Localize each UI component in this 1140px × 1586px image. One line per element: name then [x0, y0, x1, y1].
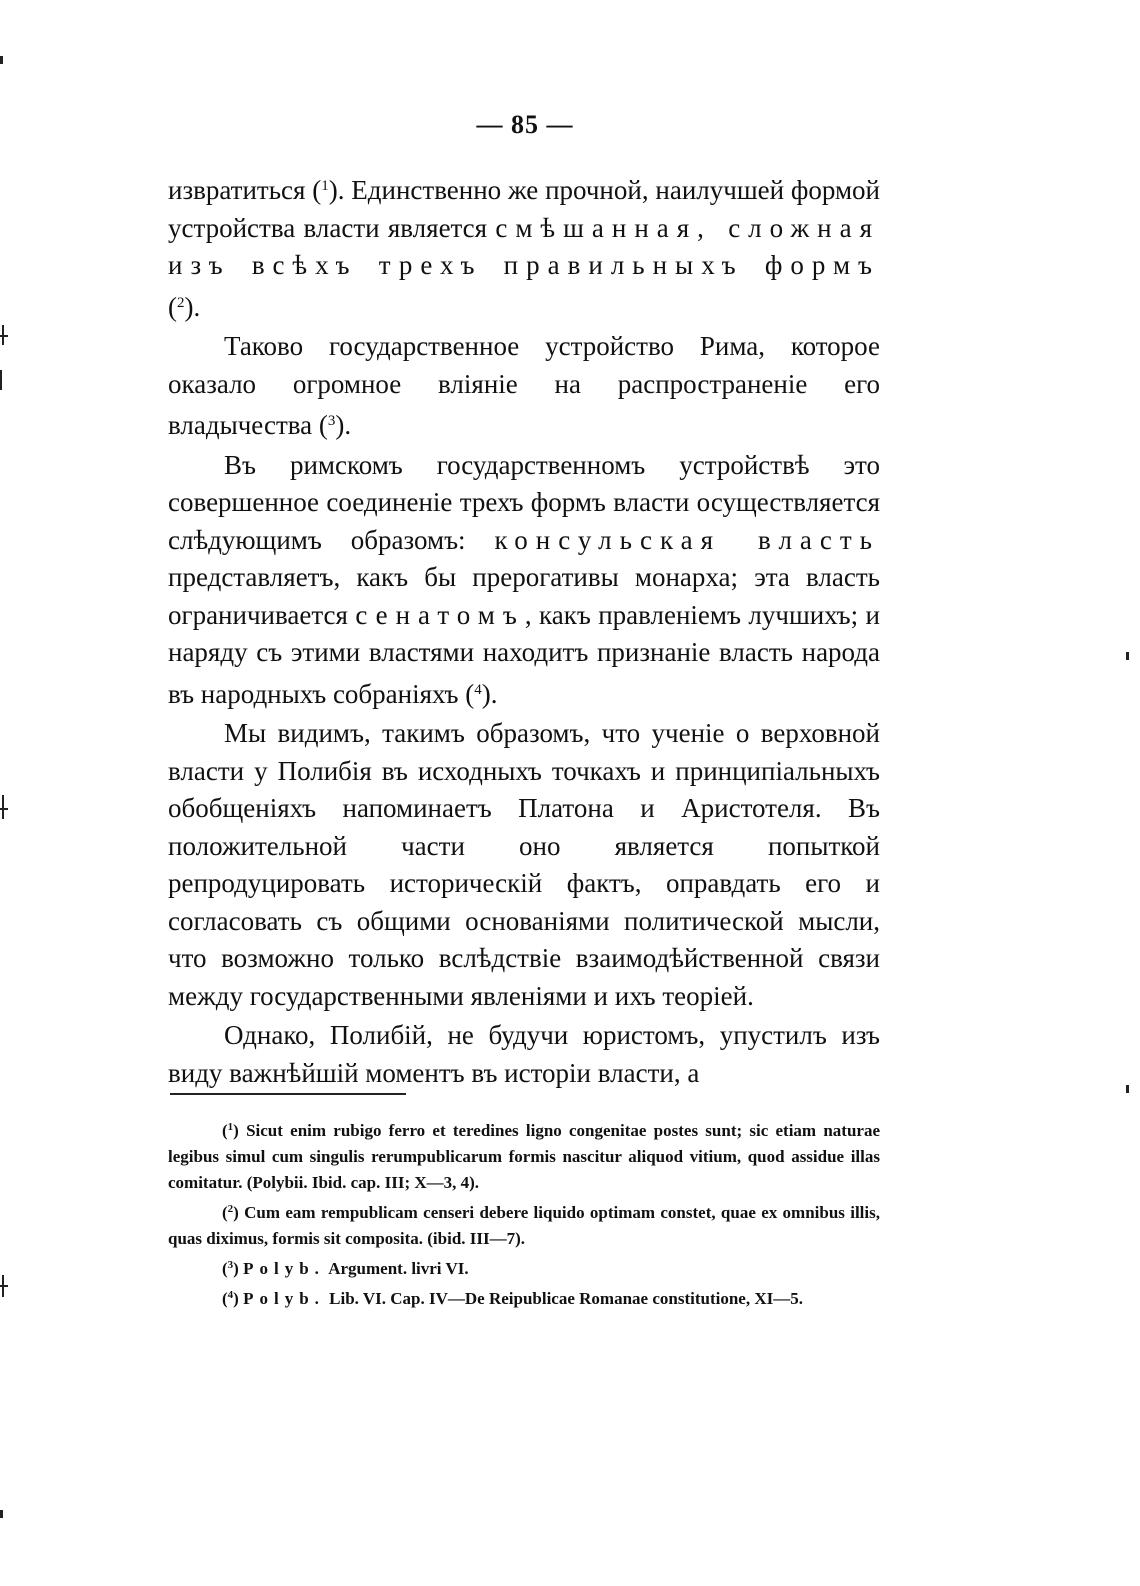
- scan-mark: [0, 1510, 3, 1518]
- footnote-mark: 3: [227, 1259, 234, 1271]
- scan-mark: [2, 795, 4, 819]
- paragraph-3: [168, 447, 880, 714]
- text-run: ).: [335, 410, 352, 440]
- text-run: , какъ правленіемъ лучшихъ; и наряду съ этими властями находитъ признаніе власть народа въ народныхъ собраніяхъ (: [168, 599, 880, 709]
- text-run: (: [168, 291, 177, 322]
- spaced-emphasis: сенатомъ: [355, 599, 525, 630]
- text-run: Мы видимъ, такимъ образомъ, что ученіе о верховной власти у Полибія въ исходныхъ точкахъ и принципіальныхъ обобщеніяхъ напоминаетъ Платона и Аристотеля. Въ положительной части оно является попыткой репродуцировать историческій фактъ, оправдать его и согласовать съ общими основаніями политической мысли, что возможно только вслѣдствіе взаимодѣйственной связи между государственными явленіями и ихъ теоріей.: [168, 718, 880, 1011]
- footnote-author: Polyb.: [243, 1259, 325, 1278]
- scan-mark: [2, 1275, 4, 1297]
- spaced-emphasis: консульская власть: [494, 524, 880, 555]
- text-run: извратиться (: [168, 175, 322, 205]
- scan-mark: [1126, 1085, 1129, 1093]
- scan-mark: [1126, 652, 1129, 660]
- text-run: представляетъ, какъ бы прерогативы монарха; эта власть ограничивается: [168, 562, 880, 630]
- scan-mark: [2, 325, 4, 345]
- footnote-2: ($^2$) Cum eam rempublicam censeri debere liquido optimam constet, quae ex omnibus illis, quas diximus, formis sit composita. (ibid. III—7).: [168, 1203, 880, 1248]
- footnote-ref-2: 2: [177, 294, 185, 311]
- paragraph-1: [168, 168, 880, 326]
- text-run: ). Единственно же прочной, наилучшей формой устройства власти является: [168, 175, 881, 243]
- footnote-ref-3: 3: [327, 413, 336, 429]
- footnote-text: Lib. VI. Cap. IV—De Reipublicae Romanae constitutione, XI—5.: [329, 1289, 803, 1308]
- footnote-text: Sicut enim rubigo ferro et teredines ligno congenitae postes sunt; sic etiam naturae legibus simul cum singulis rerumpublicarum formis nascitur aliquod vitium, quod assidue illas comitatur. (Polybii. Ibid. cap. III; X—3, 4).: [168, 1121, 880, 1192]
- paragraph-4: [168, 715, 880, 1015]
- paragraph-2: [168, 328, 880, 445]
- footnote-ref-4: 4: [474, 681, 482, 698]
- paragraph-5: [168, 1017, 880, 1092]
- scan-mark: [0, 56, 3, 64]
- scan-mark: [0, 370, 2, 390]
- footnote-ref-1: 1: [321, 178, 329, 194]
- main-text: [168, 168, 880, 1094]
- page-number: — 85 —: [476, 110, 574, 139]
- text-run: Таково государственное устройство Рима, которое оказало огромное вліяніе на распространеніе его владычества (: [168, 331, 880, 440]
- text-run: Въ римскомъ государственномъ устройствѣ это совершенное соединеніе трехъ формъ власти осуществляется слѣдующимъ образомъ:: [168, 449, 880, 555]
- footnote-text: Cum eam rempublicam censeri debere liquido optimam constet, quae ex omnibus illis, quas diximus, formis sit composita. (ibid. III—7).: [168, 1203, 880, 1248]
- text-run: ).: [184, 291, 201, 322]
- footnote-mark: 4: [227, 1289, 234, 1301]
- text-run: ).: [481, 678, 498, 709]
- footnotes: [168, 1114, 880, 1312]
- footnote-3: ($^3$) Polyb. Argument. livri VI.: [222, 1259, 469, 1278]
- footnote-mark: 1: [227, 1121, 234, 1133]
- footnote-divider: [170, 1093, 406, 1095]
- footnote-mark: 2: [227, 1203, 234, 1215]
- footnote-author: Polyb.: [243, 1289, 325, 1308]
- footnote-1: ($^1$) Sicut enim rubigo ferro et teredines ligno congenitae postes sunt; sic etiam naturae legibus simul cum singulis rerumpublicarum formis nascitur aliquod vitium, quod assidue illas comitatur. (Polybii. Ibid. cap. III; X—3, 4).: [168, 1121, 880, 1192]
- text-run: Однако, Полибій, не будучи юристомъ, упустилъ изъ виду важнѣйшій моментъ въ исторіи власти, а: [168, 1020, 880, 1088]
- spaced-emphasis: смѣшанная, сложная изъ всѣхъ трехъ правильныхъ формъ: [168, 212, 880, 280]
- footnote-4: ($^4$) Polyb. Lib. VI. Cap. IV—De Reipublicae Romanae constitutione, XI—5.: [222, 1289, 803, 1308]
- footnote-text: Argument. livri VI.: [328, 1259, 469, 1278]
